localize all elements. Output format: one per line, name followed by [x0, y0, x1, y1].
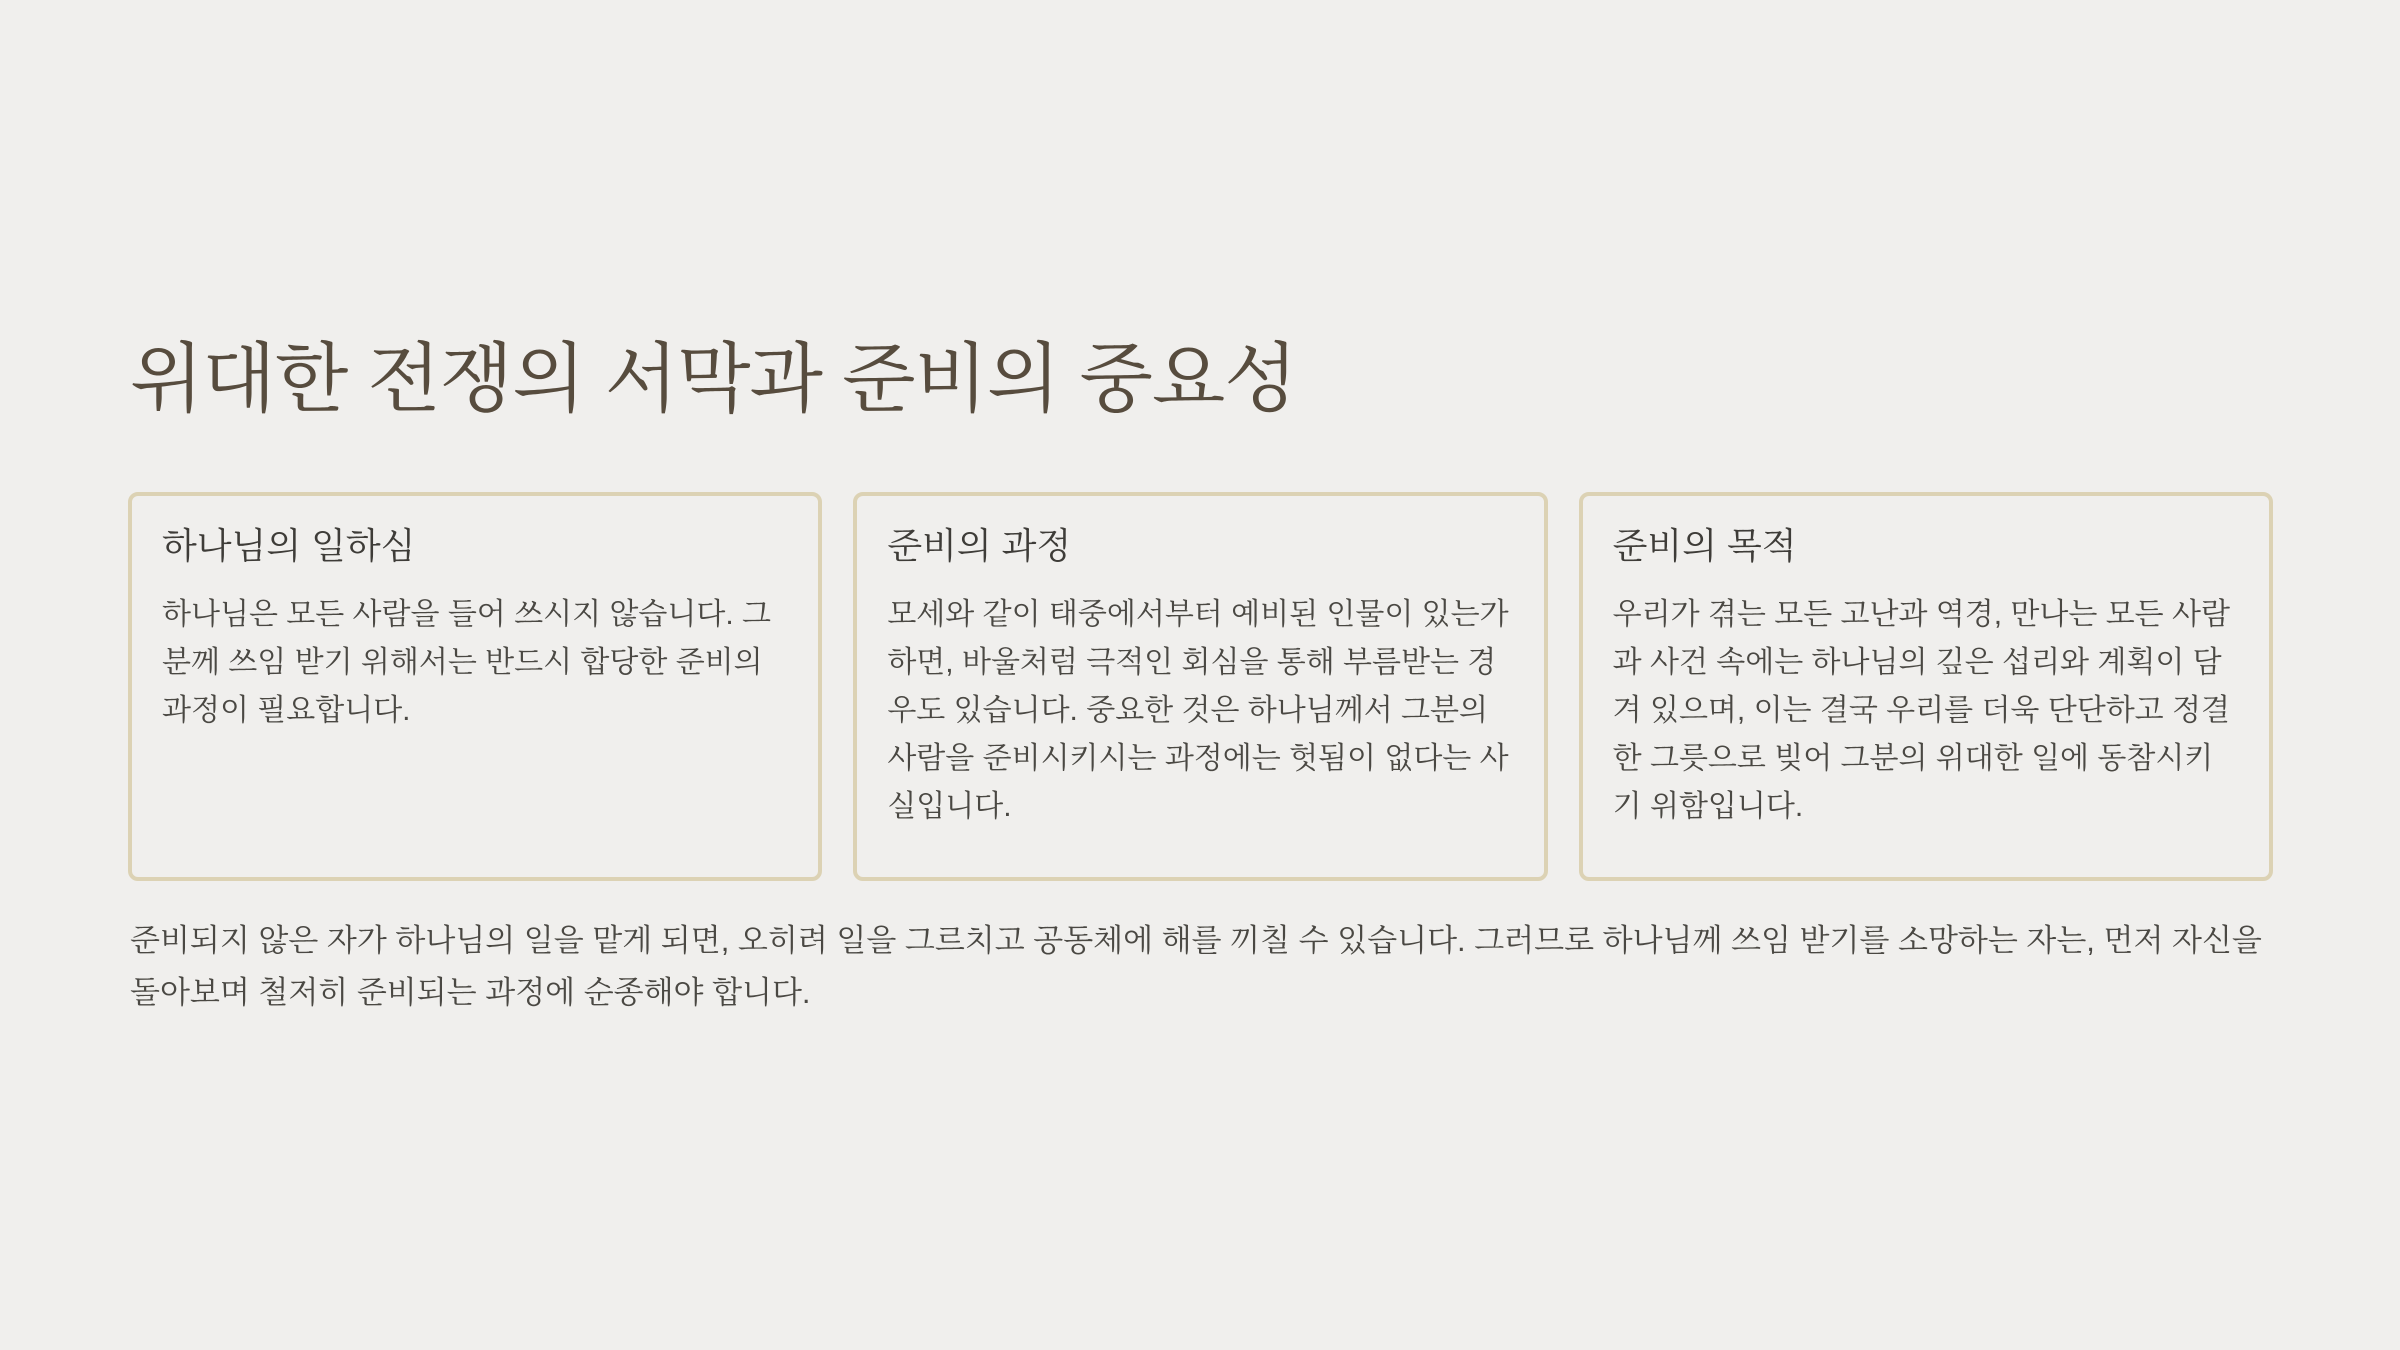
- card-body: 하나님은 모든 사람을 들어 쓰시지 않습니다. 그분께 쓰임 받기 위해서는 반드시 합당한 준비의 과정이 필요합니다.: [162, 598, 771, 728]
- card-title: 준비의 목적: [1612, 525, 1797, 566]
- cards-row: [128, 492, 2273, 881]
- card-body: 모세와 같이 태중에서부터 예비된 인물이 있는가 하면, 바울처럼 극적인 회심을 통해 부름받는 경우도 있습니다. 중요한 것은 하나님께서 그분의 사람을 준비시키시는 과정에는 헛됨이 없다는 사실입니다.: [887, 598, 1509, 824]
- card-title: 하나님의 일하심: [162, 525, 416, 566]
- footer-paragraph: 준비되지 않은 자가 하나님의 일을 맡게 되면, 오히려 일을 그르치고 공동체에 해를 끼칠 수 있습니다. 그러므로 하나님께 쓰임 받기를 소망하는 자는, 먼저 자신을 돌아보며 철저히 준비되는 과정에 순종해야 합니다.: [130, 923, 2262, 1010]
- card-preparation-process: [853, 492, 1547, 881]
- card-body: 우리가 겪는 모든 고난과 역경, 만나는 모든 사람과 사건 속에는 하나님의 깊은 섭리와 계획이 담겨 있으며, 이는 결국 우리를 더욱 단단하고 정결한 그릇으로 빚어 그분의 위대한 일에 동참시키기 위함입니다.: [1612, 598, 2230, 824]
- card-title: 준비의 과정: [887, 525, 1072, 566]
- card-gods-working: [128, 492, 822, 881]
- card-preparation-purpose: [1579, 492, 2273, 881]
- page-title: 위대한 전쟁의 서막과 준비의 중요성: [130, 337, 1297, 422]
